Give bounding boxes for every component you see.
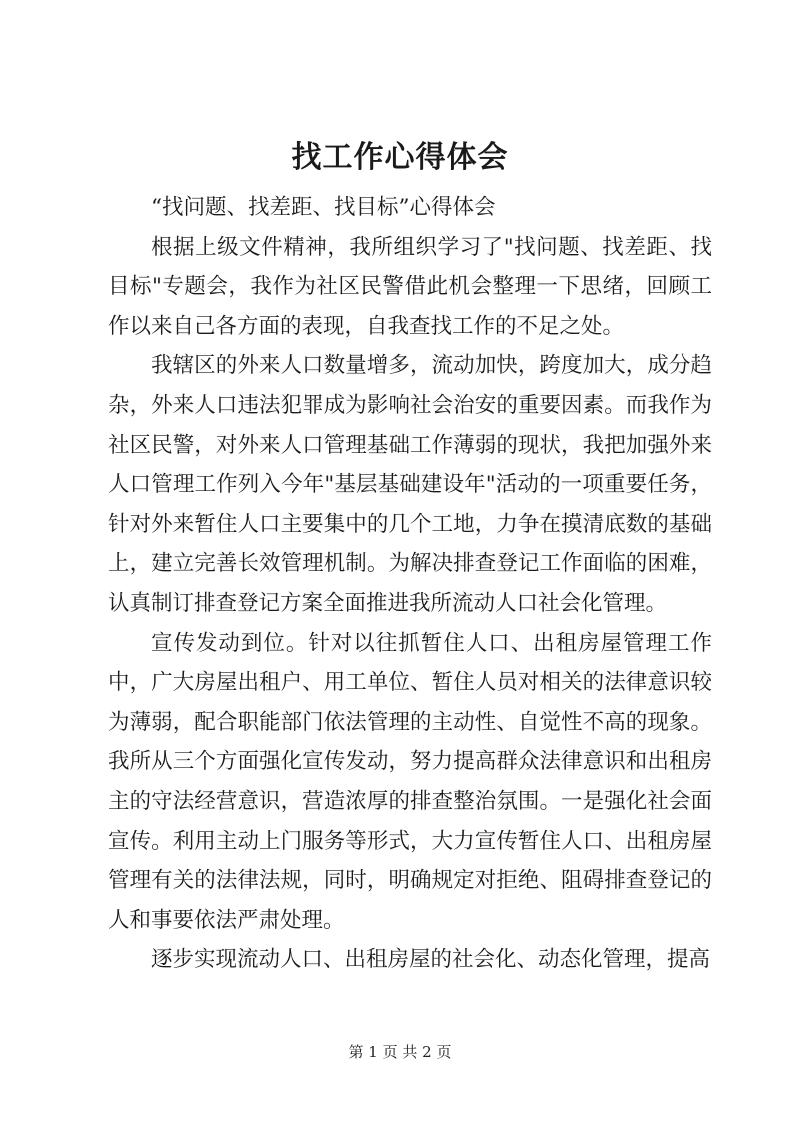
page-number-footer: 第 1 页 共 2 页 bbox=[348, 1043, 452, 1061]
document-title: 找工作心得体会 bbox=[291, 140, 509, 175]
paragraph: 宣传发动到位。针对以往抓暂住人口、出租房屋管理工作中，广大房屋出租户、用工单位、暂住人员对相关的法律意识较为薄弱，配合职能部门依法管理的主动性、自觉性不高的现象。我所从三个方面强化宣传发动，努力提高群众法律意识和出租房主的守法经营意识，营造浓厚的排查整治氛围。一是强化社会面宣传。利用主动上门服务等形式，大力宣传暂住人口、出租房屋管理有关的法律法规，同时，明确规定对拒绝、阻碍排查登记的人和事要依法严肃处理。 bbox=[108, 630, 712, 933]
paragraph: 逐步实现流动人口、出租房屋的社会化、动态化管理，提高 bbox=[151, 947, 711, 973]
document-body bbox=[108, 188, 712, 980]
paragraph: 我辖区的外来人口数量增多，流动加快，跨度加大，成分趋杂，外来人口违法犯罪成为影响社会治安的重要因素。而我作为社区民警，对外来人口管理基础工作薄弱的现状，我把加强外来人口管理工作列入今年"基层基础建设年"活动的一项重要任务，针对外来暂住人口主要集中的几个工地，力争在摸清底数的基础上，建立完善长效管理机制。为解决排查登记工作面临的困难，认真制订排查登记方案全面推进我所流动人口社会化管理。 bbox=[108, 353, 712, 616]
paragraph: 根据上级文件精神，我所组织学习了"找问题、找差距、找目标"专题会，我作为社区民警借此机会整理一下思绪，回顾工作以来自己各方面的表现，自我查找工作的不足之处。 bbox=[108, 234, 712, 339]
paragraph-subtitle: “找问题、找差距、找目标”心得体会 bbox=[151, 195, 496, 220]
